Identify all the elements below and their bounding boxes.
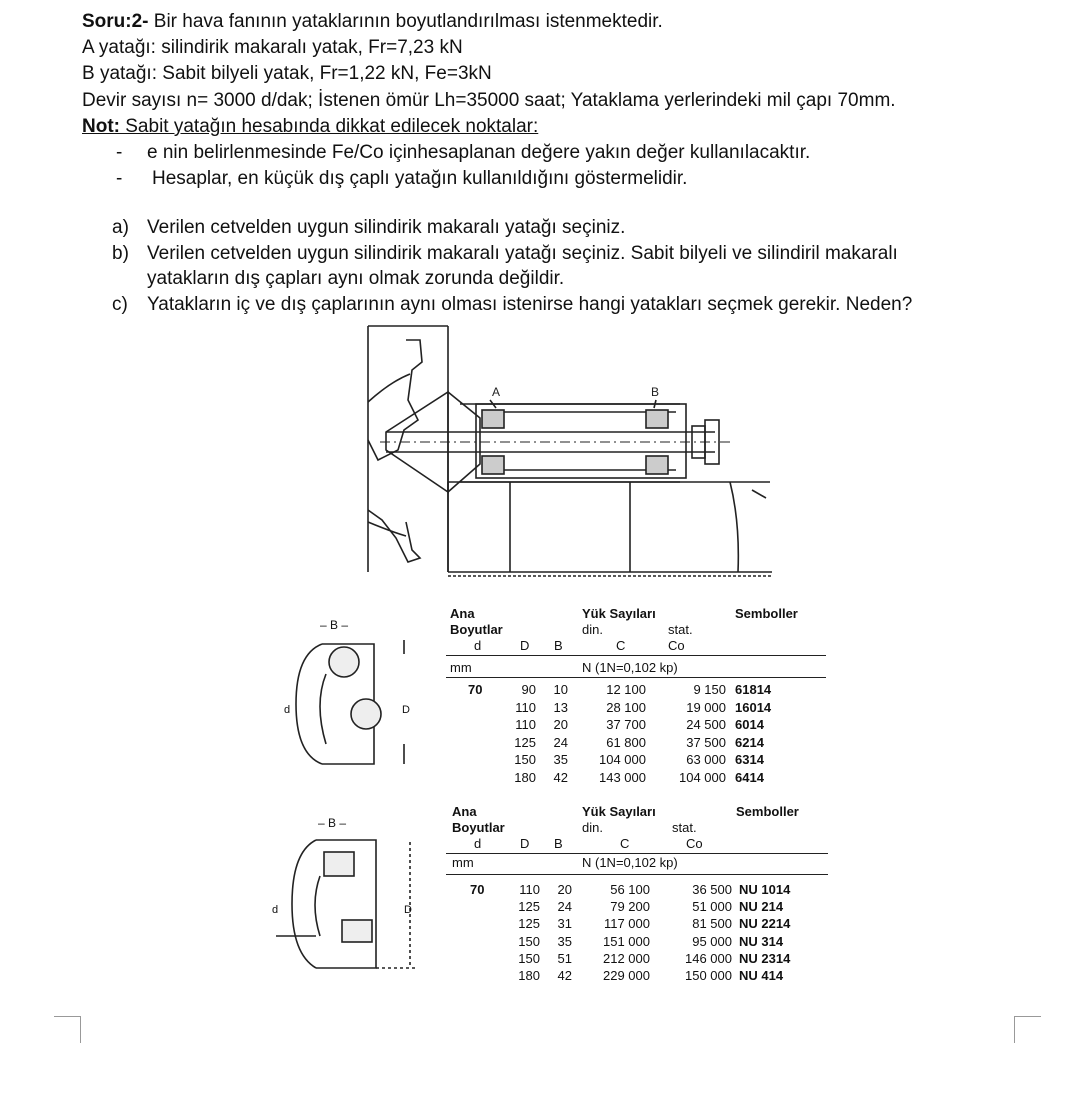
- table-cell-sym: 61814: [735, 682, 772, 697]
- col-C: C: [616, 638, 626, 653]
- unit-n: N (1N=0,102 kp): [582, 855, 678, 870]
- ball-bearing-table: [446, 604, 836, 790]
- bullet-marker: -: [116, 168, 123, 189]
- table-cell-d: 125: [518, 899, 540, 915]
- table-cell-sym: NU 414: [739, 968, 784, 983]
- header-load: Yük Sayıları: [582, 804, 656, 819]
- header-dyn: din.: [582, 820, 603, 835]
- rule: [446, 655, 826, 656]
- note-bullet-2: Hesaplar, en küçük dış çaplı yatağın kullanıldığını göstermelidir.: [152, 168, 688, 189]
- width-B-label: – B –: [320, 618, 349, 632]
- col-C: C: [620, 836, 630, 851]
- question-b-label: b): [112, 243, 129, 264]
- table-cell-b: 24: [557, 899, 572, 915]
- table-cell-co: 37 500: [686, 734, 726, 750]
- table-cell-co: 95 000: [692, 933, 732, 949]
- table-cell-co: 36 500: [692, 882, 732, 897]
- col-D: D: [520, 836, 530, 851]
- header-symbols: Semboller: [735, 606, 798, 621]
- bearing-b-spec: B yatağı: Sabit bilyeli yatak, Fr=1,22 kN, Fe=3kN: [82, 63, 492, 84]
- bore-value: 70: [468, 682, 483, 697]
- table-cell-sym: NU 1014: [739, 882, 791, 897]
- table-cell-b: 51: [557, 950, 572, 966]
- header-main: Ana: [452, 804, 477, 819]
- table-cell-c: 28 100: [606, 699, 646, 715]
- table-cell-d: 110: [515, 717, 536, 733]
- page-corner-mark: [54, 1016, 81, 1043]
- col-d: d: [474, 638, 482, 653]
- table-cell-sym: 16014: [735, 699, 772, 715]
- rule: [446, 677, 826, 678]
- question-b-text-cont: yatakların dış çapları aynı olmak zorunda değildir.: [147, 268, 565, 289]
- table-cell-c: 151 000: [603, 933, 650, 949]
- table-cell-sym: 6314: [735, 752, 764, 768]
- rule: [446, 874, 828, 875]
- col-Co: Co: [668, 638, 685, 653]
- table-cell-c: 229 000: [603, 968, 650, 983]
- table-cell-co: 81 500: [692, 916, 732, 932]
- table-cell-d: 110: [519, 882, 540, 897]
- table-cell-co: 150 000: [685, 968, 732, 983]
- table-cell-b: 13: [553, 699, 568, 715]
- col-Co: Co: [686, 836, 703, 851]
- table-cell-b: 20: [557, 882, 572, 897]
- operating-conditions: Devir sayısı n= 3000 d/dak; İstenen ömür Lh=35000 saat; Yataklama yerlerindeki mil çapı 70mm.: [82, 90, 896, 111]
- table-cell-sym: NU 2214: [739, 916, 791, 932]
- unit-mm: mm: [452, 855, 474, 870]
- bore-d-label: d: [284, 704, 291, 716]
- bearing-a-spec: A yatağı: silindirik makaralı yatak, Fr=7,23 kN: [82, 37, 463, 58]
- table-cell-sym: NU 314: [739, 933, 784, 949]
- table-cell-b: 20: [553, 717, 568, 733]
- unit-n: N (1N=0,102 kp): [582, 660, 678, 675]
- table-cell-sym: 6214: [735, 734, 764, 750]
- table-cell-c: 143 000: [599, 770, 646, 785]
- rule: [446, 853, 828, 854]
- col-D: D: [520, 638, 530, 653]
- table-cell-c: 12 100: [606, 682, 646, 697]
- header-stat: stat.: [672, 820, 697, 835]
- table-cell-b: 24: [553, 734, 568, 750]
- outer-D-label: D: [404, 904, 412, 916]
- table-cell-d: 150: [518, 933, 540, 949]
- col-B: B: [554, 638, 563, 653]
- header-dyn: din.: [582, 622, 603, 637]
- header-stat: stat.: [668, 622, 693, 637]
- note-bullet-1: e nin belirlenmesinde Fe/Co içinhesaplanan değere yakın değer kullanılacaktır.: [147, 142, 811, 163]
- table-cell-co: 146 000: [685, 950, 732, 966]
- bearing-b-label: B: [651, 385, 660, 399]
- table-cell-sym: NU 214: [739, 899, 784, 915]
- ball-bearing-diagram: [282, 614, 432, 794]
- question-c-label: c): [112, 294, 128, 315]
- table-cell-b: 10: [553, 682, 568, 697]
- table-cell-sym: 6414: [735, 770, 764, 785]
- table-cell-d: 180: [518, 968, 540, 983]
- table-cell-co: 19 000: [686, 699, 726, 715]
- table-cell-c: 117 000: [603, 916, 650, 932]
- table-cell-co: 9 150: [693, 682, 726, 697]
- table-cell-co: 104 000: [679, 770, 726, 785]
- table-cell-c: 104 000: [599, 752, 646, 768]
- header-main: Ana: [450, 606, 475, 621]
- table-cell-d: 110: [515, 699, 536, 715]
- col-d: d: [474, 836, 482, 851]
- table-cell-d: 150: [518, 950, 540, 966]
- table-cell-d: 180: [514, 770, 536, 785]
- width-B-label: – B –: [318, 816, 347, 830]
- table-cell-b: 42: [553, 770, 568, 785]
- table-cell-c: 79 200: [610, 899, 650, 915]
- bullet-marker: -: [116, 142, 123, 163]
- fan-assembly-drawing: [300, 322, 780, 584]
- page-corner-mark: [1014, 1016, 1041, 1043]
- header-load: Yük Sayıları: [582, 606, 656, 621]
- header-main: Boyutlar: [450, 622, 503, 637]
- table-cell-d: 90: [521, 682, 536, 697]
- question-a-text: Verilen cetvelden uygun silindirik makaralı yatağı seçiniz.: [147, 217, 626, 238]
- question-a-label: a): [112, 217, 129, 238]
- question-b-text: Verilen cetvelden uygun silindirik makaralı yatağı seçiniz. Sabit bilyeli ve silindiril makaralı: [147, 243, 898, 264]
- bore-value: 70: [470, 882, 485, 897]
- table-cell-sym: NU 2314: [739, 950, 791, 966]
- header-symbols: Semboller: [736, 804, 799, 819]
- table-cell-co: 63 000: [686, 752, 726, 768]
- table-cell-b: 35: [557, 933, 572, 949]
- table-cell-b: 35: [553, 752, 568, 768]
- bore-d-label: d: [272, 904, 279, 916]
- bearing-a-label: A: [492, 385, 501, 399]
- unit-mm: mm: [450, 660, 472, 675]
- table-cell-d: 125: [518, 916, 540, 932]
- question-c-text: Yatakların iç ve dış çaplarının aynı olması istenirse hangi yatakları seçmek gerekir. Neden?: [147, 294, 913, 315]
- table-cell-c: 37 700: [606, 717, 646, 733]
- table-cell-co: 24 500: [686, 717, 726, 733]
- roller-bearing-table: [446, 802, 836, 988]
- roller-bearing-diagram: [272, 808, 426, 988]
- note-heading: Not: Sabit yatağın hesabında dikkat edilecek noktalar:: [82, 116, 539, 137]
- table-cell-d: 125: [514, 734, 536, 750]
- outer-D-label: D: [402, 704, 410, 716]
- table-cell-d: 150: [514, 752, 536, 768]
- table-cell-c: 56 100: [610, 882, 650, 897]
- table-cell-b: 31: [557, 916, 572, 932]
- table-cell-sym: 6014: [735, 717, 764, 733]
- table-cell-c: 61 800: [606, 734, 646, 750]
- table-cell-co: 51 000: [692, 899, 732, 915]
- question-number: Soru:2-: [82, 11, 149, 32]
- col-B: B: [554, 836, 563, 851]
- problem-title: Soru:2- Bir hava fanının yataklarının boyutlandırılması istenmektedir.: [82, 11, 663, 32]
- table-cell-c: 212 000: [603, 950, 650, 966]
- header-main: Boyutlar: [452, 820, 505, 835]
- table-cell-b: 42: [557, 968, 572, 983]
